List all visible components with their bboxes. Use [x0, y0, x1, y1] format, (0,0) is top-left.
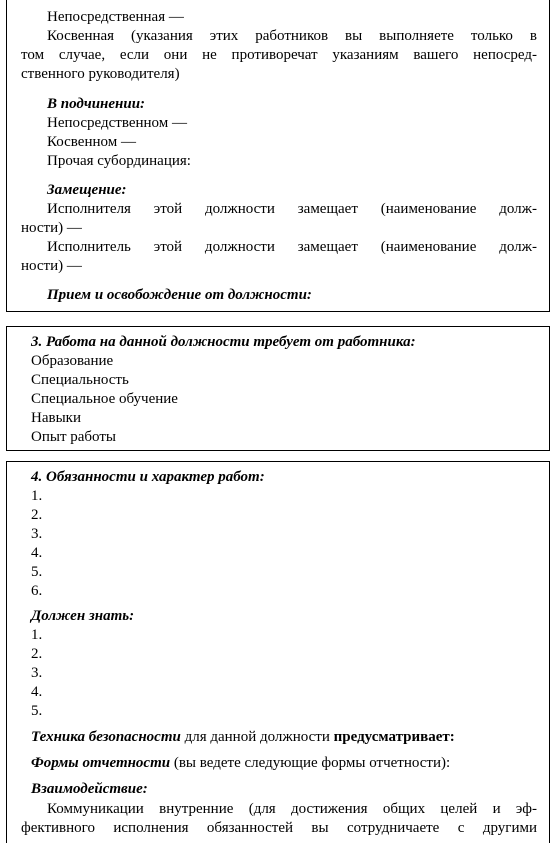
substitution-2-line-1: Исполнитель этой должности замещает (наименование долж- [47, 239, 537, 255]
reports-line [31, 754, 450, 772]
substitution-1-line-2: ности) — [21, 220, 82, 236]
safety-line [31, 728, 455, 746]
section-4-box [6, 461, 550, 843]
req-experience: Опыт работы [31, 429, 116, 445]
indirect-manager-line-1: Косвенная (указания этих работников вы выполняете только в [47, 28, 537, 44]
section-3-box [6, 326, 550, 451]
safety-label: Техника безопасности [31, 729, 181, 745]
duty-item: 1. [31, 488, 43, 504]
duty-item: 6. [31, 583, 43, 599]
hiring-heading: Прием и освобождение от должности: [47, 287, 312, 303]
safety-provides: предусматривает: [333, 729, 455, 745]
reports-rest: (вы ведете следующие формы отчетности): [170, 755, 451, 771]
section-4-heading: 4. Обязанности и характер работ: [31, 469, 265, 485]
duty-item: 5. [31, 564, 43, 580]
req-specialty: Специальность [31, 372, 129, 388]
req-special-training: Специальное обучение [31, 391, 178, 407]
must-know-item: 2. [31, 646, 43, 662]
subordination-other: Прочая субординация: [47, 153, 191, 169]
substitution-2-line-2: ности) — [21, 258, 82, 274]
must-know-heading: Должен знать: [31, 608, 135, 624]
communication-line-1: Коммуникации внутренние (для достижения общих целей и эф- [47, 801, 537, 817]
req-education: Образование [31, 353, 114, 369]
duty-item: 4. [31, 545, 43, 561]
substitution-1-line-1: Исполнителя этой должности замещает (наименование долж- [47, 201, 537, 217]
subordination-indirect: Косвенном — [47, 134, 136, 150]
indirect-manager-line-3: ственного руководителя) [21, 66, 180, 82]
reports-label: Формы отчетности [31, 755, 171, 771]
req-skills: Навыки [31, 410, 81, 426]
section-reporting-box [6, 0, 550, 312]
duty-item: 2. [31, 507, 43, 523]
safety-mid: для данной должности [180, 729, 334, 745]
must-know-item: 5. [31, 703, 43, 719]
subordination-direct: Непосредственном — [47, 115, 188, 131]
interaction-heading: Взаимодействие: [31, 781, 148, 797]
must-know-item: 3. [31, 665, 43, 681]
must-know-item: 1. [31, 627, 43, 643]
substitution-heading: Замещение: [47, 182, 127, 198]
subordination-heading: В подчинении: [47, 96, 146, 112]
indirect-manager-line-2: том случае, если они не противоречат указаниям вашего непосред- [21, 47, 537, 63]
communication-line-2: фективного исполнения обязанностей вы сотрудничаете с другими [21, 820, 537, 836]
duty-item: 3. [31, 526, 43, 542]
direct-manager-line: Непосредственная — [47, 9, 184, 25]
section-3-heading: 3. Работа на данной должности требует от работника: [31, 334, 416, 350]
must-know-item: 4. [31, 684, 43, 700]
